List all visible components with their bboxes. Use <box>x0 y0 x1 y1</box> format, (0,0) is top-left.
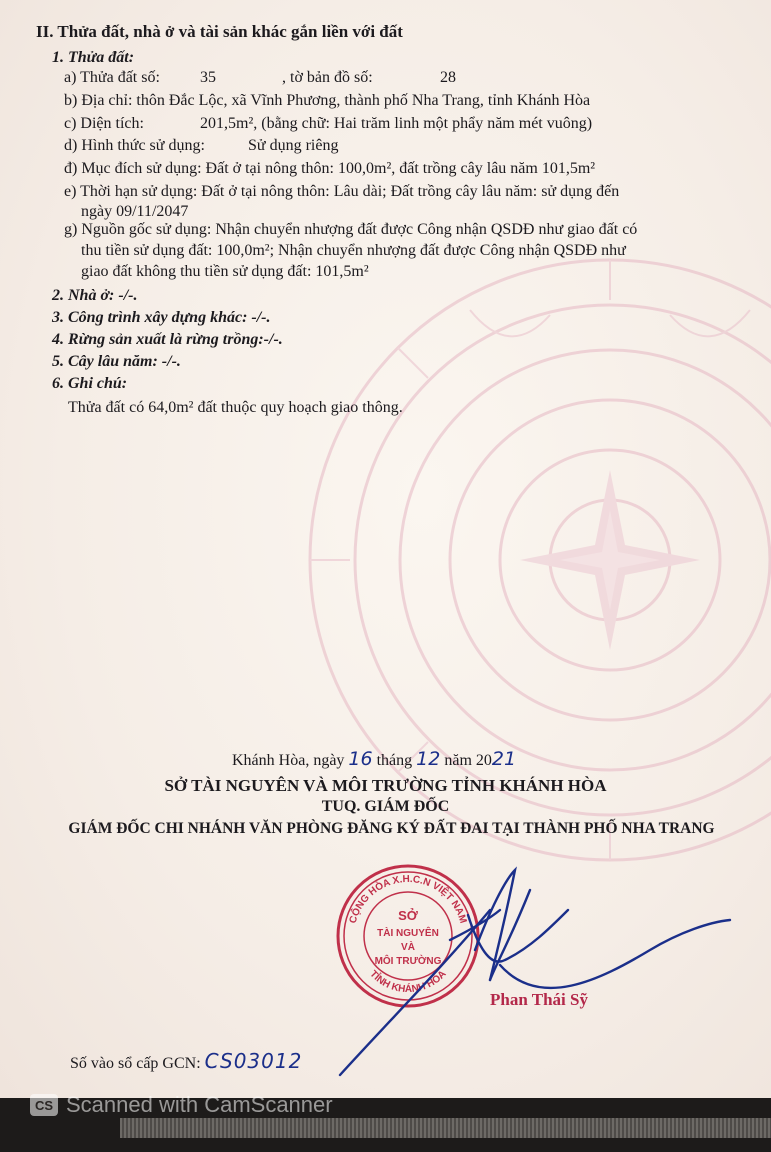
stamp-center-line-4: MÔI TRƯỜNG <box>374 956 442 967</box>
camscanner-text: Scanned with CamScanner <box>66 1092 333 1117</box>
map-number: 28 <box>440 69 456 86</box>
use-term-line1: e) Thời hạn sử dụng: Đất ở tại nông thôn: Lâu dài; Đất trồng cây lâu năm: sử dụng đến <box>64 183 620 200</box>
use-form-label: d) Hình thức sử dụng: <box>64 137 205 154</box>
date-year-label: năm 20 <box>444 752 492 769</box>
section-title: II. Thửa đất, nhà ở và tài sản khác gắn liền với đất <box>36 22 403 41</box>
house-item: 2. Nhà ở: -/-. <box>52 287 138 304</box>
date-year: 21 <box>491 748 517 770</box>
area-label: c) Diện tích: <box>64 115 144 132</box>
use-purpose: đ) Mục đích sử dụng: Đất ở tại nông thôn: 100,0m², đất trồng cây lâu năm 101,5m² <box>64 160 596 177</box>
date-day: 16 <box>348 748 373 770</box>
date-month: 12 <box>416 748 441 770</box>
date-line <box>232 750 516 770</box>
notes-heading: 6. Ghi chú: <box>52 375 128 392</box>
stamp-center-line-2: TÀI NGUYÊN <box>377 928 439 939</box>
on-behalf: TUQ. GIÁM ĐỐC <box>321 798 450 815</box>
date-prefix: Khánh Hòa, ngày <box>232 752 345 769</box>
other-works-item: 3. Công trình xây dựng khác: -/-. <box>52 309 271 326</box>
perennial-item: 5. Cây lâu năm: -/-. <box>52 353 181 370</box>
stamp-bottom-text: TỈNH KHÁNH HÒA <box>367 968 449 996</box>
use-term-line2: ngày 09/11/2047 <box>81 203 189 220</box>
use-origin-line2: thu tiền sử dụng đất: 100,0m²; Nhận chuyển nhượng đất được Công nhận QSDĐ như <box>81 242 626 259</box>
date-month-label: tháng <box>376 752 413 769</box>
signer-name: Phan Thái Sỹ <box>490 990 588 1009</box>
registry-number: CS03012 <box>204 1049 303 1073</box>
authority-name: SỞ TÀI NGUYÊN VÀ MÔI TRƯỜNG TỈNH KHÁNH HÒA <box>164 776 607 795</box>
office-title: GIÁM ĐỐC CHI NHÁNH VĂN PHÒNG ĐĂNG KÝ ĐẤT ĐAI TẠI THÀNH PHỐ NHA TRANG <box>68 820 715 837</box>
address: b) Địa chỉ: thôn Đắc Lộc, xã Vĩnh Phương, thành phố Nha Trang, tỉnh Khánh Hòa <box>64 92 591 109</box>
registry-line <box>70 1049 303 1073</box>
forest-item: 4. Rừng sản xuất là rừng trồng:-/-. <box>52 331 283 348</box>
use-origin-line1: g) Nguồn gốc sử dụng: Nhận chuyển nhượng đất được Công nhận QSDĐ như giao đất có <box>64 221 638 238</box>
stamp-ring-text: CỘNG HÒA X.H.C.N VIỆT NAM <box>347 873 469 925</box>
stamp-center-line-3: VÀ <box>401 942 415 953</box>
parcel-label: a) Thửa đất số: <box>64 69 160 86</box>
registry-label: Số vào sổ cấp GCN: <box>70 1055 201 1072</box>
notes-text: Thửa đất có 64,0m² đất thuộc quy hoạch giao thông. <box>68 399 403 416</box>
parcel-number: 35 <box>200 69 216 86</box>
camscanner-logo-icon: CS <box>30 1094 58 1116</box>
use-form-value: Sử dụng riêng <box>248 137 339 154</box>
camscanner-watermark <box>30 1092 333 1118</box>
scan-edge-band <box>120 1118 771 1138</box>
map-label: , tờ bản đồ số: <box>282 69 373 86</box>
use-origin-line3: giao đất không thu tiền sử dụng đất: 101,5m² <box>81 263 369 280</box>
area-value: 201,5m², (bằng chữ: Hai trăm linh một phẩy năm mét vuông) <box>200 115 593 132</box>
stamp-center-line-1: SỞ <box>398 908 418 923</box>
signature <box>300 850 740 1080</box>
land-heading: 1. Thửa đất: <box>52 49 135 66</box>
